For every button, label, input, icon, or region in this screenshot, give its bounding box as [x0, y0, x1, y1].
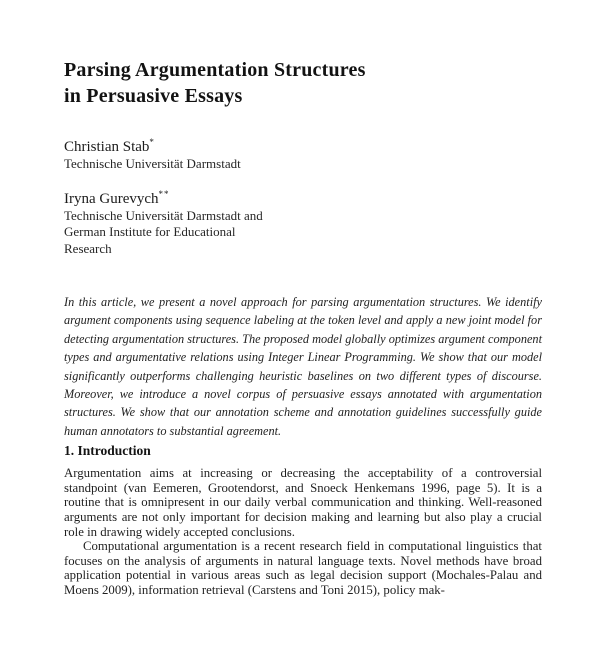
author-2-affiliation-line-3: Research: [64, 240, 112, 256]
intro-paragraph-2: Computational argumentation is a recent research field in computational linguistics that focuses on the analysis of arguments in natural language texts. Novel methods have broad application potential in various areas such as legal decision support (Mochales-Palau and Moens 2009), information retrieval (Carstens and Toni 2015), policy mak-: [64, 539, 542, 597]
paper-title-line-2: in Persuasive Essays: [64, 85, 243, 107]
intro-paragraph-1: Argumentation aims at increasing or decreasing the acceptability of a controversial standpoint (van Eemeren, Grootendorst, and Snoeck Henkemans 1996, page 5). It is a routine that is omnipresent in our daily verbal communication and thinking. Well-reasoned arguments are not only important for decision making and learning but also play a crucial role in drawing widely accepted conclusions.: [64, 466, 542, 539]
author-2-footnote-marker: **: [158, 188, 170, 199]
author-2-affiliation-line-2: German Institute for Educational: [64, 224, 236, 239]
paper-title-line-1: Parsing Argumentation Structures: [64, 59, 366, 81]
author-1-footnote-marker: *: [149, 137, 155, 147]
author-name-1: [64, 138, 542, 156]
paper-page: [0, 57, 600, 657]
author-block-2: [64, 190, 542, 258]
paper-title: [64, 57, 542, 109]
author-name-2: [64, 190, 542, 208]
abstract-text: In this article, we present a novel approach for parsing argumentation structures. We identify argument components using sequence labeling at the token level and apply a new joint model for detecting argumentation structures. The proposed model globally optimizes argument component types and argumentative relations using Integer Linear Programming. We show that our model significantly outperforms challenging heuristic baselines on two different types of discourse. Moreover, we introduce a novel corpus of persuasive essays annotated with argumentation structures. We show that our annotation scheme and annotation guidelines successfully guide human annotators to substantial agreement.: [64, 295, 542, 438]
author-1-affiliation-line-1: Technische Universität Darmstadt: [64, 156, 241, 171]
author-name-1-text: Christian Stab: [64, 139, 150, 155]
author-name-2-text: Iryna Gurevych: [64, 190, 159, 207]
section-heading-introduction: 1. Introduction: [64, 443, 151, 459]
author-block-1: [64, 138, 542, 173]
author-2-affiliation-line-1: Technische Universität Darmstadt and: [64, 207, 263, 223]
